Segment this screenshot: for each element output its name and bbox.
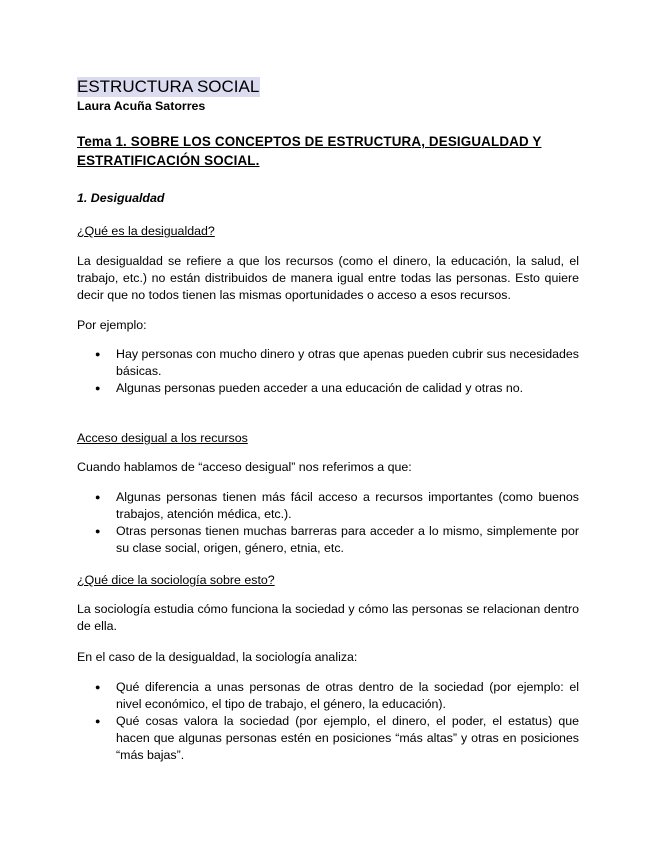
list-item: ● Qué diferencia a unas personas de otras dentro de la sociedad (por ejemplo: el nivel económico, el tipo de trabajo, el género, la educación). — [77, 679, 579, 713]
list-item: ● Qué cosas valora la sociedad (por ejemplo, el dinero, el poder, el estatus) que hacen que algunas personas estén en posiciones “más altas” y otras en posiciones “más bajas”. — [77, 713, 579, 764]
document-title: ESTRUCTURA SOCIAL — [77, 77, 260, 96]
subheading-sociology: ¿Qué dice la sociología sobre esto? — [77, 573, 275, 587]
topic-heading: Tema 1. SOBRE LOS CONCEPTOS DE ESTRUCTURA, DESIGUALDAD Y ESTRATIFICACIÓN SOCIAL. — [77, 134, 542, 168]
paragraph-sociology: La sociología estudia cómo funciona la sociedad y cómo las personas se relacionan dentro de ella. — [77, 602, 579, 633]
list-item: ● Algunas personas pueden acceder a una educación de calidad y otras no. — [77, 380, 579, 397]
subheading-what-is-inequality: ¿Qué es la desigualdad? — [77, 224, 215, 238]
paragraph-analysis-intro: En el caso de la desigualdad, la sociología analiza: — [77, 650, 358, 664]
bullet-list-access — [77, 489, 579, 557]
bullet-list-analysis — [77, 679, 579, 764]
list-item: ● Algunas personas tienen más fácil acceso a recursos importantes (como buenos trabajos, atención médica, etc.). — [77, 489, 579, 523]
section-heading: 1. Desigualdad — [77, 191, 165, 205]
author-name: Laura Acuña Satorres — [77, 99, 206, 113]
bullet-list-examples — [77, 346, 579, 397]
paragraph-example-intro: Por ejemplo: — [77, 318, 147, 332]
list-item: ● Otras personas tienen muchas barreras para acceder a lo mismo, simplemente por su clase social, origen, género, etnia, etc. — [77, 523, 579, 557]
list-item: ● Hay personas con mucho dinero y otras que apenas pueden cubrir sus necesidades básicas. — [77, 346, 579, 380]
paragraph-unequal-access-intro: Cuando hablamos de “acceso desigual” nos referimos a que: — [77, 460, 412, 474]
subheading-unequal-access: Acceso desigual a los recursos — [77, 431, 248, 445]
paragraph-definition: La desigualdad se refiere a que los recursos (como el dinero, la educación, la salud, el trabajo, etc.) no están distribuidos de manera igual entre todas las personas. Esto quiere decir que no todos tienen las mismas oportunidades o acceso a esos recursos. — [77, 254, 579, 302]
